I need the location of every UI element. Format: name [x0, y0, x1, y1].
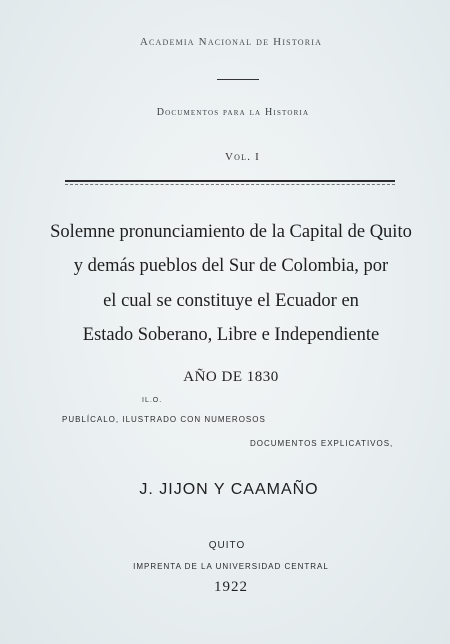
series-title: Documentos para la Historia — [156, 107, 310, 118]
imprint-city: QUITO — [208, 540, 246, 551]
title-line-4: Estado Soberano, Libre e Independiente — [82, 325, 380, 345]
institution-name: Academia Nacional de Historia — [139, 36, 323, 48]
title-line-1: Solemne pronunciamiento de la Capital de Quito — [50, 222, 412, 242]
title-line-2: y demás pueblos del Sur de Colombia, por — [73, 256, 389, 276]
double-rule-bottom — [65, 184, 395, 185]
volume-label: Vol. I — [225, 151, 260, 163]
author-name: J. JIJON Y CAAMAÑO — [139, 481, 319, 498]
editor-initials: IL.O. — [142, 397, 163, 404]
short-divider — [217, 79, 259, 80]
imprint-printer: IMPRENTA DE LA UNIVERSIDAD CENTRAL — [133, 562, 329, 571]
title-line-3: el cual se constituye el Ecuador en — [103, 291, 359, 311]
editor-line-1: PUBLÍCALO, ILUSTRADO CON NUMEROSOS — [62, 415, 266, 424]
editor-line-2: DOCUMENTOS EXPLICATIVOS, — [250, 439, 394, 448]
year-heading: AÑO DE 1830 — [183, 369, 279, 385]
double-rule-top — [65, 180, 395, 182]
imprint-year: 1922 — [214, 579, 248, 595]
